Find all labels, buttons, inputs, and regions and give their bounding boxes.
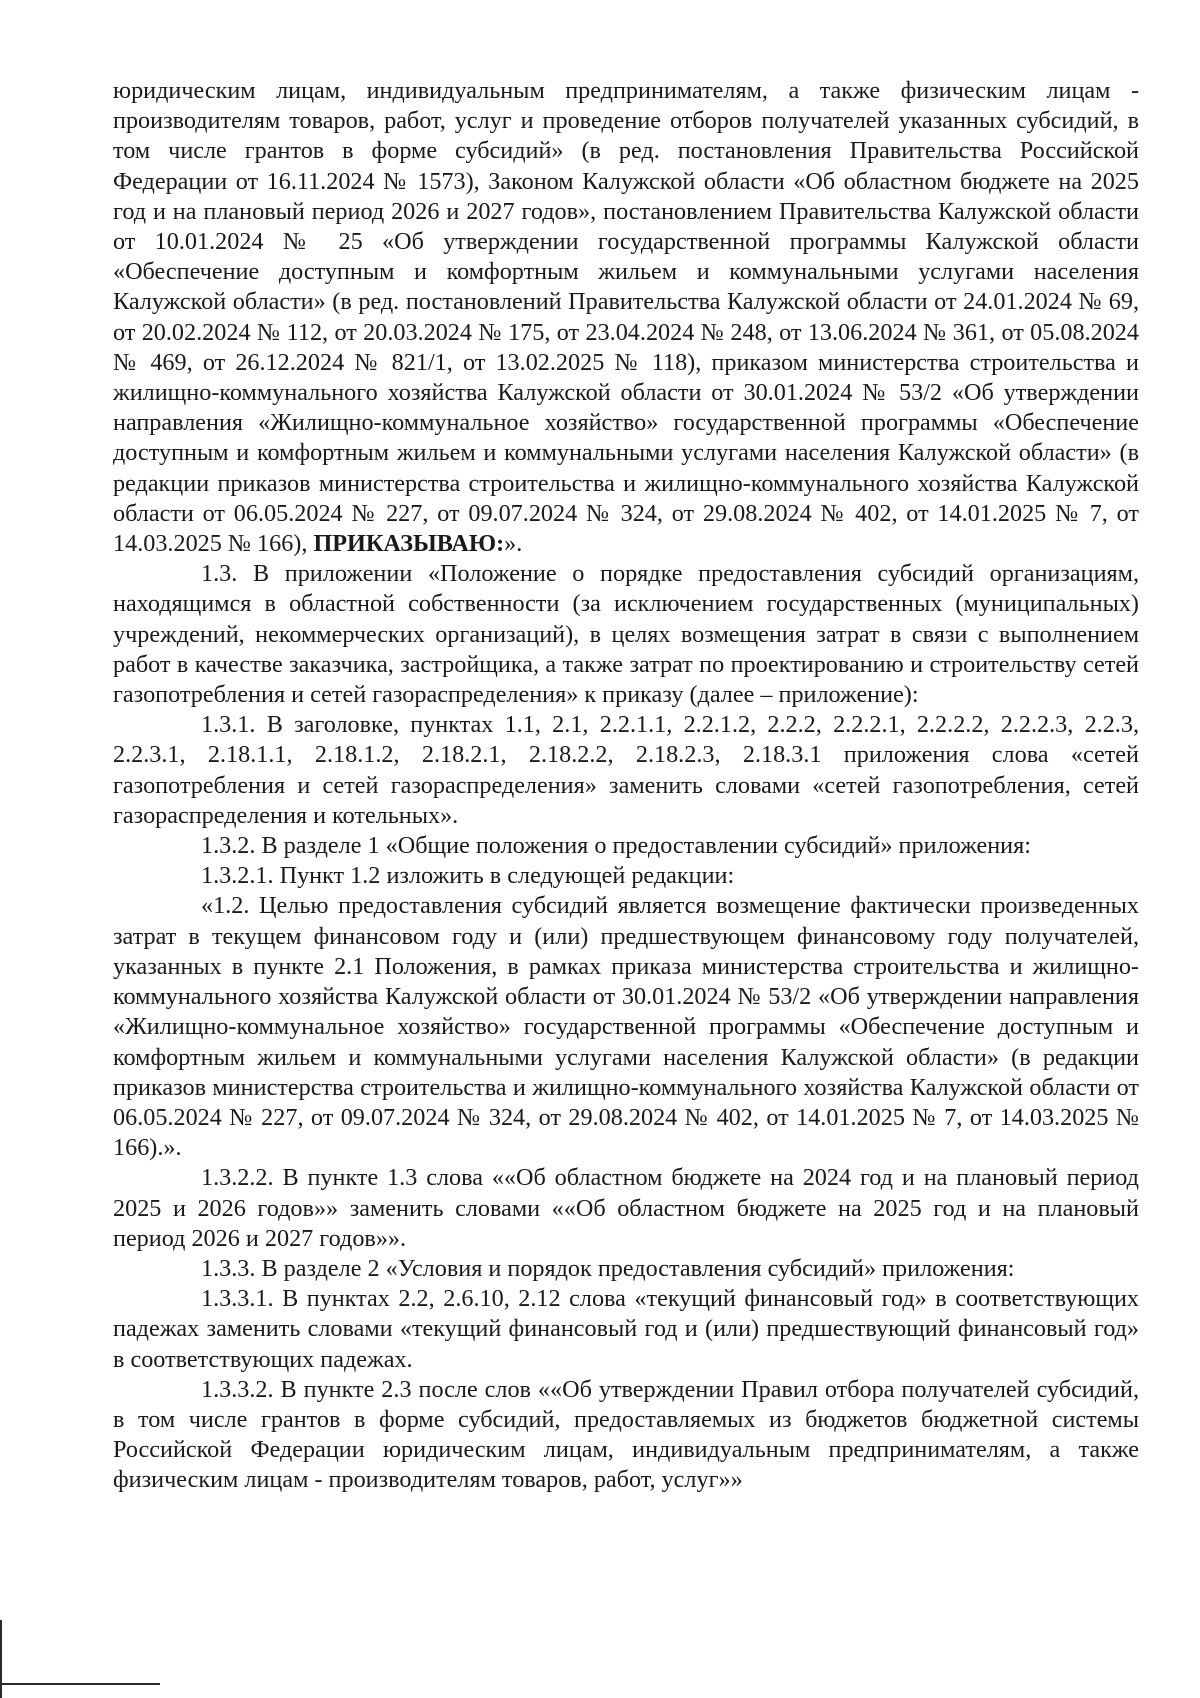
- paragraph-1-3-3-2: 1.3.3.2. В пункте 2.3 после слов ««Об утверждении Правил отбора получателей субсидий, в том числе грантов в форме субсидий, предоставляемых из бюджетов бюджетной системы Российской Федерации юридическим лицам, индивидуальным предпринимателям, а также физическим лицам - производителям товаров, работ, услуг»»: [113, 1375, 1139, 1494]
- paragraph-quote-1-2: «1.2. Целью предоставления субсидий является возмещение фактически произведенных затрат в текущем финансовом году и (или) предшествующем финансовому году получателей, указанных в пункте 2.1 Положения, в рамках приказа министерства строительства и жилищно-коммунального хозяйства Калужской области от 30.01.2024 № 53/2 «Об утверждении направления «Жилищно-коммунальное хозяйство» государственной программы «Обеспечение доступным и комфортным жильем и коммунальными услугами населения Калужской области» (в редакции приказов министерства строительства и жилищно-коммунального хозяйства Калужской области от 06.05.2024 № 227, от 09.07.2024 № 324, от 29.08.2024 № 402, от 14.01.2025 № 7, от 14.03.2025 № 166).».: [113, 892, 1139, 1162]
- paragraph-1-3-1: 1.3.1. В заголовке, пунктах 1.1, 2.1, 2.2.1.1, 2.2.1.2, 2.2.2, 2.2.2.1, 2.2.2.2, 2.2.2.3, 2.2.3, 2.2.3.1, 2.18.1.1, 2.18.1.2, 2.18.2.1, 2.18.2.2, 2.18.2.3, 2.18.3.1 приложения слова «сетей газопотребления и сетей газораспределения» заменить словами «сетей газопотребления, сетей газораспределения и котельных».: [113, 711, 1139, 829]
- paragraph-1-3-3: 1.3.3. В разделе 2 «Условия и порядок предоставления субсидий» приложения:: [201, 1254, 1015, 1282]
- order-keyword: ПРИКАЗЫВАЮ:: [313, 530, 505, 558]
- paragraph-continuation: [113, 76, 1139, 559]
- paragraph-1-3-2: 1.3.2. В разделе 1 «Общие положения о предоставлении субсидий» приложения:: [201, 832, 1031, 860]
- scan-corner-mark-vertical: [0, 1620, 2, 1698]
- paragraph-text: юридическим лицам, индивидуальным предпринимателям, а также физическим лицам - производителям товаров, работ, услуг и проведение отборов получателей указанных субсидий, в том числе грантов в форме субсидий» (в ред. постановления Правительства Российской Федерации от 16.11.2024 № 1573), Законом Калужской области «Об областном бюджете на 2025 год и на плановый период 2026 и 2027 годов», постановлением Правительства Калужской области от 10.01.2024 № 25 «Об утверждении государственной программы Калужской области «Обеспечение доступным и комфортным жильем и коммунальными услугами населения Калужской области» (в ред. постановлений Правительства Калужской области от 24.01.2024 № 69, от 20.02.2024 № 112, от 20.03.2024 № 175, от 23.04.2024 № 248, от 13.06.2024 № 361, от 05.08.2024 № 469, от 26.12.2024 № 821/1, от 13.02.2025 № 118), приказом министерства строительства и жилищно-коммунального хозяйства Калужской области от 30.01.2024 № 53/2 «Об утверждении направления «Жилищно-коммунальное хозяйство» государственной программы «Обеспечение доступным и комфортным жильем и коммунальными услугами населения Калужской области» (в редакции приказов министерства строительства и жилищно-коммунального хозяйства Калужской области от 06.05.2024 № 227, от 09.07.2024 № 324, от 29.08.2024 № 402, от 14.01.2025 № 7, от 14.03.2025 № 166),: [113, 77, 1139, 558]
- scan-corner-mark-horizontal: [0, 1683, 160, 1685]
- paragraph-tail: ».: [504, 530, 523, 558]
- paragraph-1-3-3-1: 1.3.3.1. В пунктах 2.2, 2.6.10, 2.12 слова «текущий финансовый год» в соответствующих падежах заменить словами «текущий финансовый год и (или) предшествующий финансовый год» в соответствующих падежах.: [113, 1285, 1139, 1373]
- document-body: [113, 76, 1139, 1496]
- paragraph-1-3-2-2: 1.3.2.2. В пункте 1.3 слова ««Об областном бюджете на 2024 год и на плановый период 2025 и 2026 годов»» заменить словами ««Об областном бюджете на 2025 год и на плановый период 2026 и 2027 годов»».: [113, 1164, 1139, 1252]
- paragraph-1-3: 1.3. В приложении «Положение о порядке предоставления субсидий организациям, находящимся в областной собственности (за исключением государственных (муниципальных) учреждений, некоммерческих организаций), в целях возмещения затрат в связи с выполнением работ в качестве заказчика, застройщика, а также затрат по проектированию и строительству сетей газопотребления и сетей газораспределения» к приказу (далее – приложение):: [113, 560, 1139, 709]
- paragraph-1-3-2-1: 1.3.2.1. Пункт 1.2 изложить в следующей редакции:: [201, 862, 735, 890]
